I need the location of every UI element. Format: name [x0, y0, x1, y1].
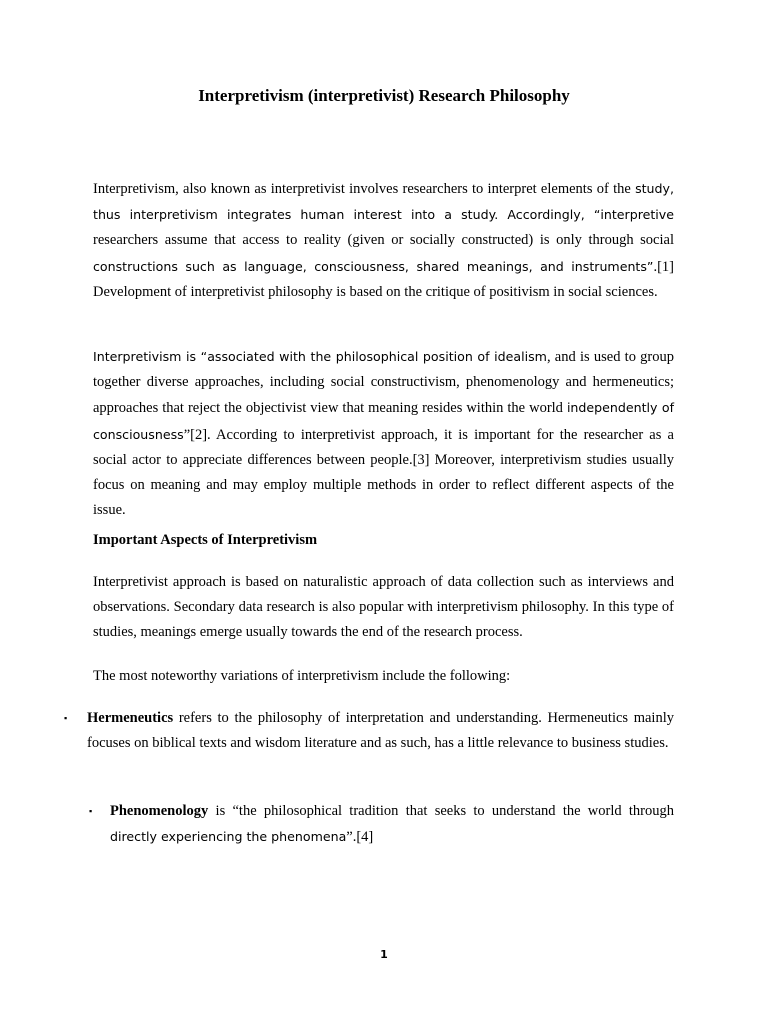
list-item-text-quote: directly experiencing the phenomena	[110, 829, 347, 845]
paragraph-aspects: Interpretivist approach is based on naturalistic approach of data collection such as interviews and observations. Secondary data research is also popular with interpretivism philosophy. In this type of studies, meanings emerge usually towards the end of the research process.	[93, 574, 674, 641]
paragraph-definition	[93, 344, 674, 523]
paragraph-intro-part1: Interpretivism, also known as interpretivist involves researchers to interpret elements of the	[93, 181, 636, 197]
list-item-term: Hermeneutics	[87, 710, 174, 726]
paragraph-intro-part3: researchers assume that access to reality (given or socially constructed) is only through social	[93, 232, 674, 249]
paragraph-intro-part4: constructions such as language, consciousness, shared meanings, and instruments”	[93, 258, 654, 274]
list-item-text: is “the philosophical tradition that seeks to understand the world through	[208, 803, 674, 819]
paragraph-definition-part1: Interpretivism is “associated with the philosophical position of idealism	[93, 349, 547, 364]
list-item-hermeneutics	[87, 706, 674, 756]
list-item-phenomenology	[110, 799, 674, 850]
paragraph-intro-part5: .[1] Development of interpretivist philosophy is based on the critique of positivism in social sciences.	[93, 258, 674, 300]
paragraph-variations: The most noteworthy variations of interpretivism include the following:	[93, 668, 511, 684]
paragraph-definition-part4: ”[2]. According to interpretivist approach, it is important for the researcher as a social actor to appreciate differences between people.[3] Moreover, interpretivism studies usually focus on meaning and may employ multiple methods in order to reflect different aspects of the issue.	[93, 426, 674, 519]
paragraph-definition-part3: independently of consciousness	[93, 400, 675, 442]
list-item-text-citation: ”.[4]	[346, 829, 374, 846]
bullet-square-icon: ▪	[64, 713, 68, 723]
list-item-text: refers to the philosophy of interpretation and understanding. Hermeneutics mainly focuses on biblical texts and wisdom literature and as such, has a little relevance to business studies.	[87, 710, 674, 752]
list-item-term: Phenomenology	[110, 803, 209, 819]
paragraph-definition-part2: , and is used to group together diverse approaches, including social constructivism, phenomenology and hermeneutics; approaches that reject the objectivist view that meaning resides within the world	[93, 349, 674, 417]
document-title: Interpretivism (interpretivist) Research Philosophy	[198, 86, 570, 105]
paragraph-intro-part2: study, thus interpretivism integrates human interest into a study. Accordingly, “interpretive	[93, 181, 674, 223]
section-heading: Important Aspects of Interpretivism	[93, 532, 318, 548]
bullet-square-icon: ▪	[89, 806, 93, 816]
paragraph-intro	[93, 176, 674, 305]
page-number: 1	[380, 948, 388, 961]
